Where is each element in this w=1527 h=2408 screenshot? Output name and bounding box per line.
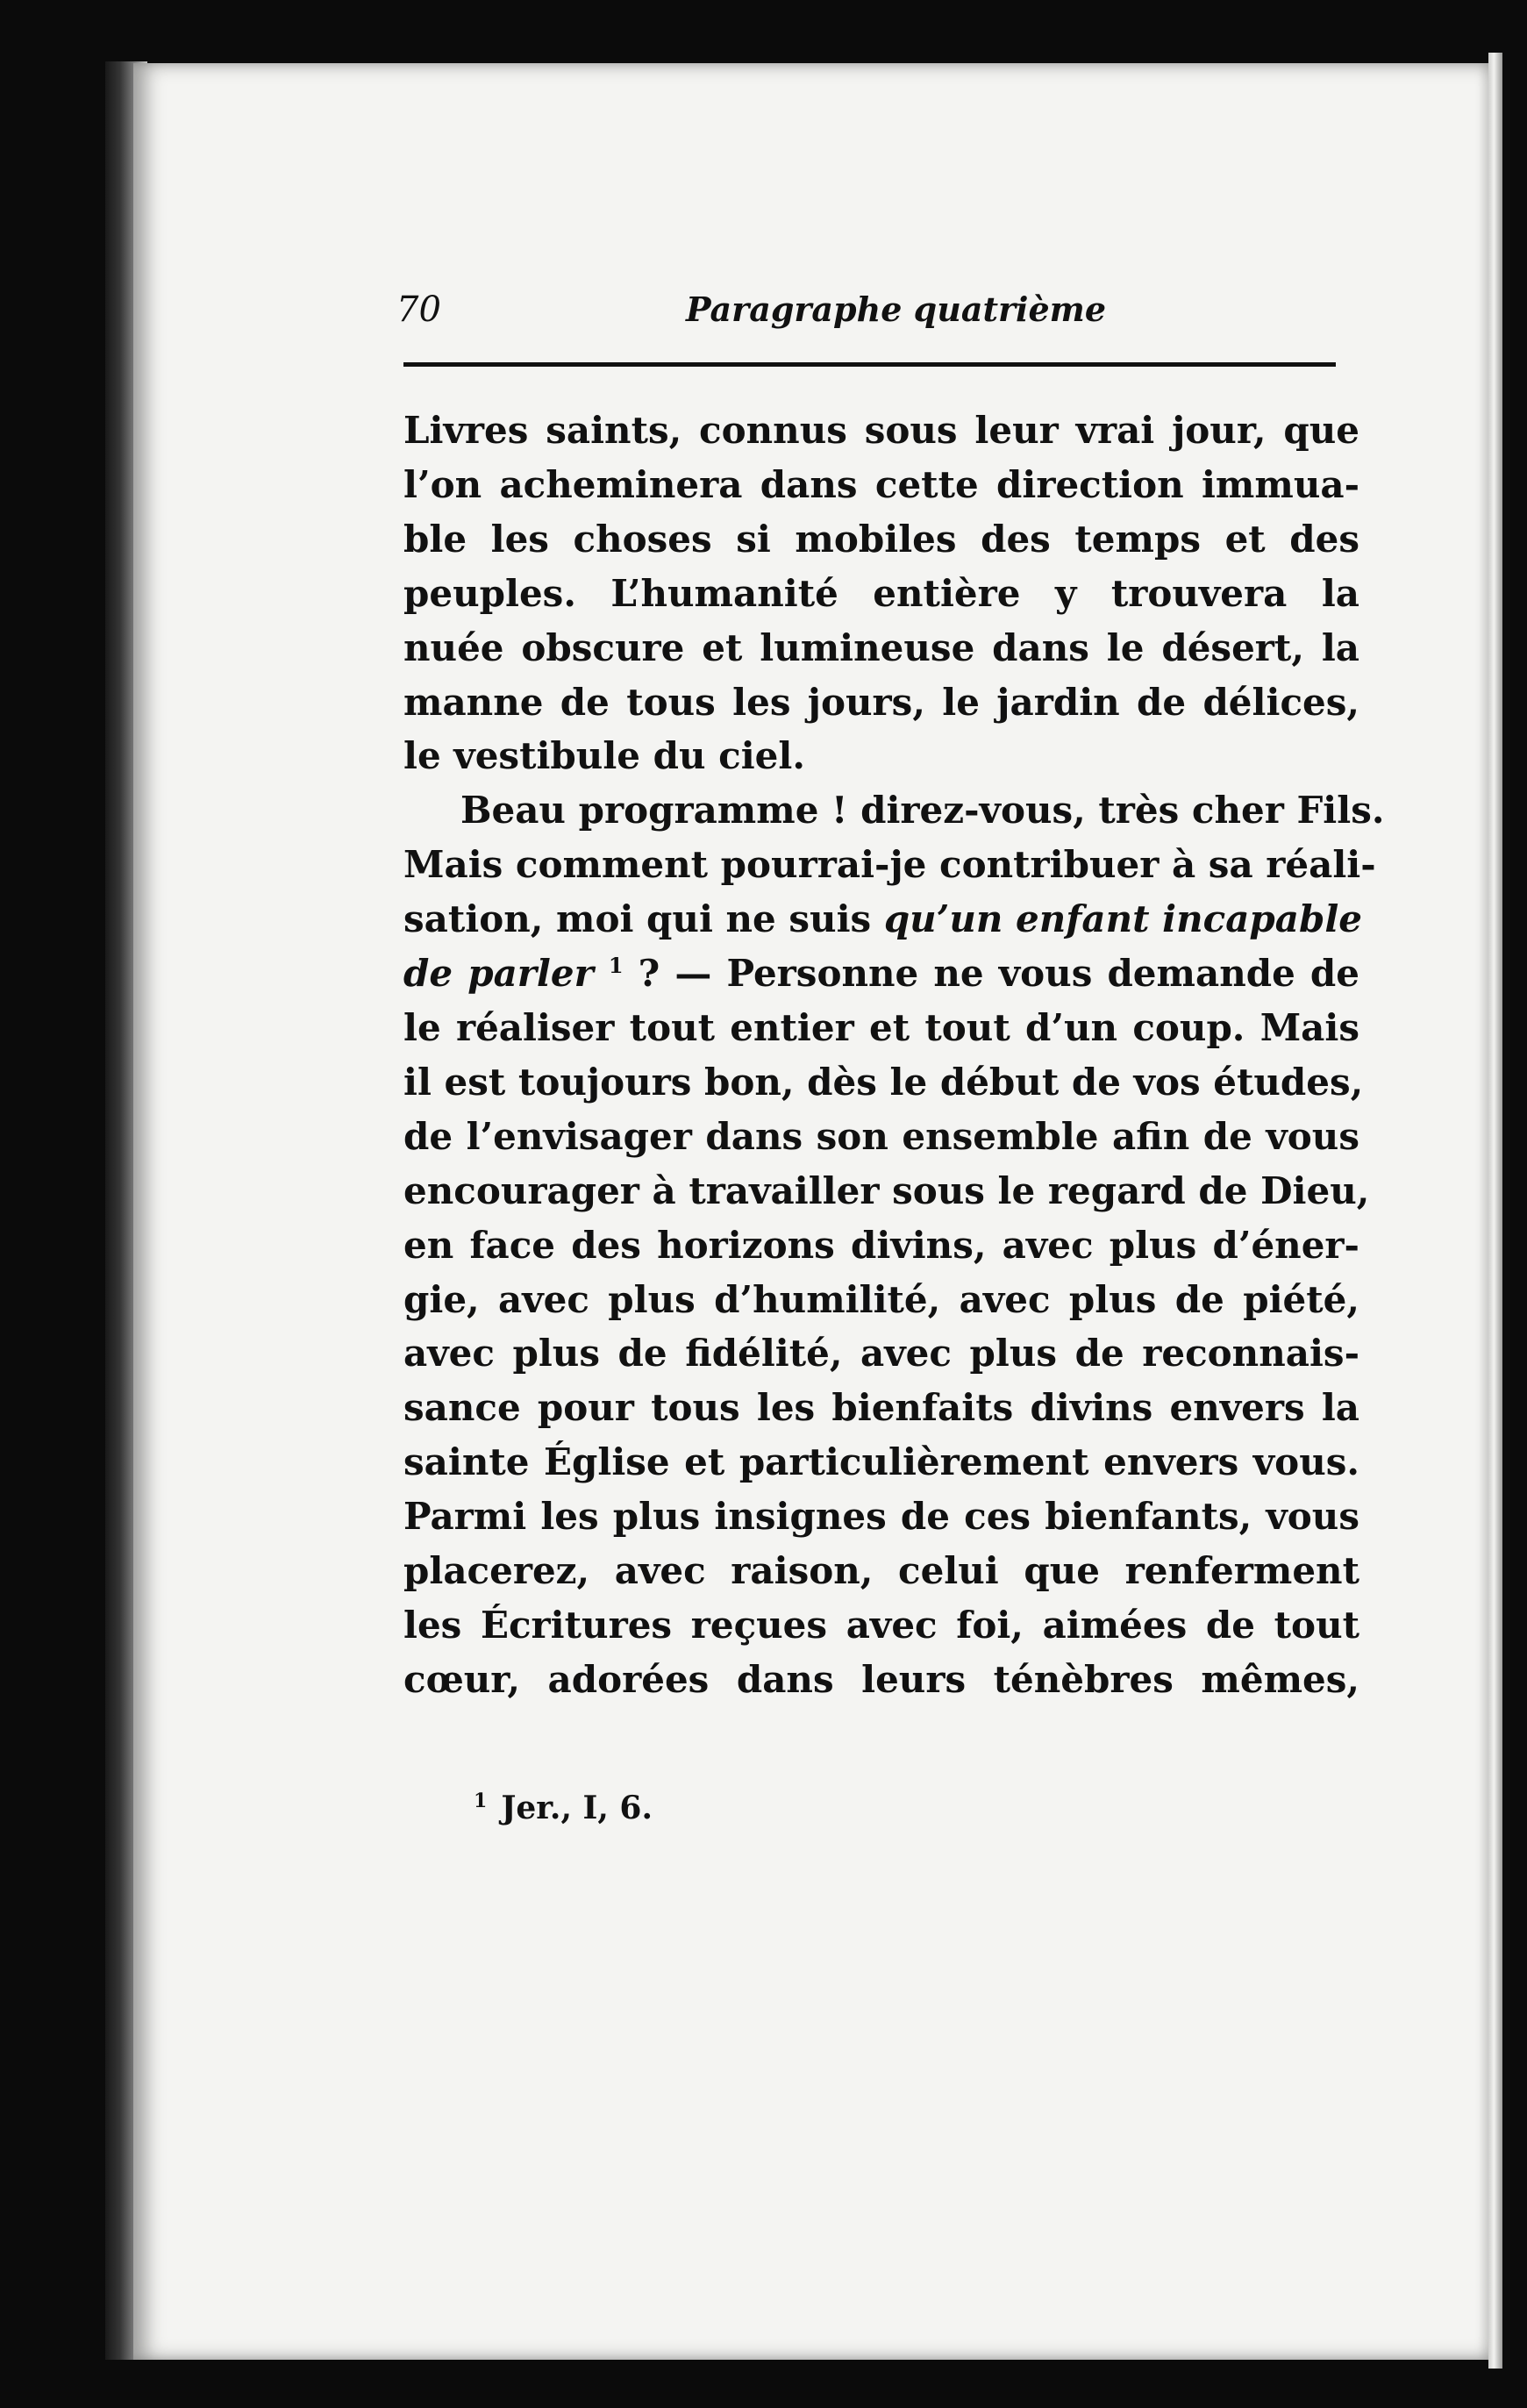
text-line: manne de tous les jours, le jardin de délices,	[403, 680, 1359, 724]
text-line: Mais comment pourrai-je contribuer à sa réali-	[403, 843, 1376, 887]
text-line: il est toujours bon, dès le début de vos études,	[403, 1060, 1364, 1104]
italic-quote: qu’un enfant incapable	[883, 897, 1363, 941]
text-line: les Écritures reçues avec foi, aimées de tout	[403, 1603, 1359, 1647]
text-line-with-italic	[403, 892, 1363, 947]
running-title: Paragraphe quatrième	[686, 289, 1107, 329]
text-fragment: sation, moi qui ne suis	[403, 897, 872, 941]
text-line: le vestibule du ciel.	[403, 734, 805, 778]
text-line: nuée obscure et lumineuse dans le désert, la	[403, 625, 1359, 669]
text-line: Parmi les plus insignes de ces bienfants, vous	[403, 1495, 1359, 1539]
page-number: 70	[396, 289, 441, 330]
text-line: peuples. L’humanité entière y trouvera la	[403, 571, 1359, 615]
text-line: placerez, avec raison, celui que renferment	[403, 1549, 1359, 1593]
italic-quote: de parler	[403, 952, 594, 996]
text-line-with-footnote	[403, 947, 1359, 1001]
page-right-edge	[1488, 53, 1502, 2369]
text-line: en face des horizons divins, avec plus d’éner-	[403, 1223, 1359, 1267]
text-line: ble les choses si mobiles des temps et des	[403, 517, 1359, 561]
body-text	[403, 404, 1385, 1707]
text-line: de l’envisager dans son ensemble afin de vous	[403, 1114, 1359, 1158]
footnote-mark: 1	[474, 1790, 488, 1812]
text-line: avec plus de fidélité, avec plus de reconnais-	[403, 1332, 1359, 1375]
text-line: l’on acheminera dans cette direction immua-	[403, 462, 1359, 506]
text-line: encourager à travailler sous le regard de Dieu,	[403, 1168, 1370, 1212]
footnote-reference: 1	[608, 953, 624, 979]
text-fragment: ? — Personne ne vous demande de	[638, 952, 1360, 996]
text-line: sance pour tous les bienfaits divins envers la	[403, 1386, 1359, 1430]
footnote-text: Jer., I, 6.	[501, 1790, 653, 1826]
running-head	[396, 289, 1339, 342]
text-line: cœur, adorées dans leurs ténèbres mêmes,	[403, 1657, 1359, 1701]
footnote	[474, 1790, 653, 1826]
text-line: Livres saints, connus sous leur vrai jour, que	[403, 409, 1359, 452]
text-line: Beau programme ! direz-vous, très cher Fils.	[460, 789, 1385, 832]
text-line: le réaliser tout entier et tout d’un coup. Mais	[403, 1005, 1359, 1049]
text-line: sainte Église et particulièrement envers vous.	[403, 1440, 1359, 1484]
text-line: gie, avec plus d’humilité, avec plus de piété,	[403, 1277, 1359, 1321]
header-rule	[403, 362, 1336, 367]
